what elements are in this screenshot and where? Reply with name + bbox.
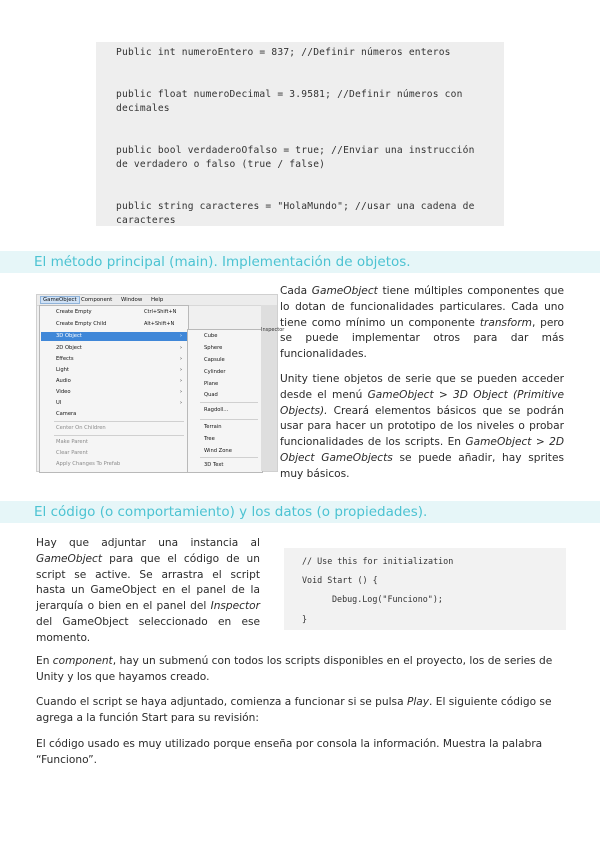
menu-item-clear-parent: Clear Parent xyxy=(56,450,88,456)
menu-item-make-parent: Make Parent xyxy=(56,439,88,445)
chevron-right-icon: › xyxy=(180,367,182,373)
submenu-item-plane: Plane xyxy=(204,381,219,387)
code-debug-log: Debug.Log("Funciono"); xyxy=(332,594,443,604)
menubar-component: Component xyxy=(81,297,113,303)
chevron-right-icon: › xyxy=(180,389,182,395)
section-title-main-method: El método principal (main). Implementación de objetos. xyxy=(34,254,411,270)
menu-item-create-empty-child: Create Empty Child xyxy=(56,321,107,327)
code-line-bool: public bool verdaderoOfalso = true; //Enviar una instrucción de verdadero o falso (true / false) xyxy=(116,145,481,170)
code-line-int: Public int numeroEntero = 837; //Definir números enteros xyxy=(116,47,451,58)
paragraph-gameobject-components: Cada GameObject tiene múltiples componentes que lo dotan de funcionalidades particulares. Cada uno tiene como mínimo un componente transform, pero se puede implementar otros para dar más funcionalidades. xyxy=(280,285,565,361)
menubar-gameobject: GameObject xyxy=(40,296,80,304)
submenu-separator xyxy=(200,419,258,420)
shortcut-create-empty: Ctrl+Shift+N xyxy=(144,309,177,315)
gameobject-menu xyxy=(39,305,189,473)
submenu-item-wind-zone: Wind Zone xyxy=(204,448,232,454)
chevron-right-icon: › xyxy=(180,400,182,406)
code-block-variables xyxy=(96,42,504,226)
submenu-item-sphere: Sphere xyxy=(204,345,223,351)
inspector-label: Inspector xyxy=(261,327,285,333)
menu-item-3d-object: 3D Object xyxy=(56,333,82,339)
paragraph-unity-primitives: Unity tiene objetos de serie que se pueden acceder desde el menú GameObject > 3D Object (Primitive Objects). Creará elementos básicos que se podrán usar para hacer un prototipo de los niveles o probar funcionalidades de los scripts. En GameObject > 2D Object GameObjects se puede añadir, hay sprites muy básicos. xyxy=(280,373,564,480)
menu-item-create-empty: Create Empty xyxy=(56,309,92,315)
section-heading-band xyxy=(0,251,600,273)
chevron-right-icon: › xyxy=(180,333,182,339)
menu-item-2d-object: 2D Object xyxy=(56,345,82,351)
3d-object-submenu xyxy=(187,329,263,473)
section-heading-band xyxy=(0,501,600,523)
menubar-window: Window xyxy=(121,297,143,303)
submenu-item-quad: Quad xyxy=(204,392,218,398)
menu-item-light: Light xyxy=(56,367,69,373)
unity-menu-screenshot xyxy=(36,294,285,472)
menu-item-ui: UI xyxy=(56,400,62,406)
code-line-string: public string caracteres = "HolaMundo"; //usar una cadena de caracteres xyxy=(116,201,481,226)
code-block-start xyxy=(284,548,566,630)
code-line-float: public float numeroDecimal = 3.9581; //Definir números con decimales xyxy=(116,89,469,114)
submenu-item-tree: Tree xyxy=(204,436,215,442)
submenu-item-cylinder: Cylinder xyxy=(204,369,226,375)
submenu-item-ragdoll: Ragdoll... xyxy=(204,407,229,413)
menu-item-audio: Audio xyxy=(56,378,71,384)
chevron-right-icon: › xyxy=(180,378,182,384)
menu-item-effects: Effects xyxy=(56,356,74,362)
code-comment: // Use this for initialization xyxy=(302,556,454,566)
submenu-item-capsule: Capsule xyxy=(204,357,225,363)
paragraph-component-submenu: En component, hay un submenú con todos los scripts disponibles en el proyecto, los de series de Unity y los que hayamos creado. xyxy=(36,655,553,683)
chevron-right-icon: › xyxy=(180,345,182,351)
submenu-item-3d-text: 3D Text xyxy=(204,462,224,468)
submenu-separator xyxy=(200,402,258,403)
submenu-item-cube: Cube xyxy=(204,333,218,339)
paragraph-attach-script: Hay que adjuntar una instancia al GameObject para que el código de un script se active. Se arrastra el script hasta un GameObject en el panel de la jerarquía o bien en el panel del Inspector del GameObject seleccionado en ese momento. xyxy=(36,537,260,644)
submenu-item-terrain: Terrain xyxy=(204,424,222,430)
paragraph-press-play: Cuando el script se haya adjuntado, comienza a funcionar si se pulsa Play. El siguiente código se agrega a la función Start para su revisión: xyxy=(36,696,552,724)
menu-separator xyxy=(54,421,184,422)
inspector-panel xyxy=(261,305,285,471)
menu-item-camera: Camera xyxy=(56,411,77,417)
menu-separator xyxy=(54,435,184,436)
menu-item-video: Video xyxy=(56,389,71,395)
menu-item-center-on-children: Center On Children xyxy=(56,425,106,431)
menu-item-apply-changes: Apply Changes To Prefab xyxy=(56,461,121,467)
shortcut-create-empty-child: Alt+Shift+N xyxy=(144,321,175,327)
paragraph-console-output: El código usado es muy utilizado porque enseña por consola la información. Muestra la palabra “Funciono”. xyxy=(36,738,543,766)
section-title-code-and-data: El código (o comportamiento) y los datos (o propiedades). xyxy=(34,504,428,520)
chevron-right-icon: › xyxy=(180,356,182,362)
code-closing-brace: } xyxy=(302,614,308,624)
submenu-separator xyxy=(200,457,258,458)
menubar-help: Help xyxy=(151,297,164,303)
code-start-signature: Void Start () { xyxy=(302,575,378,585)
